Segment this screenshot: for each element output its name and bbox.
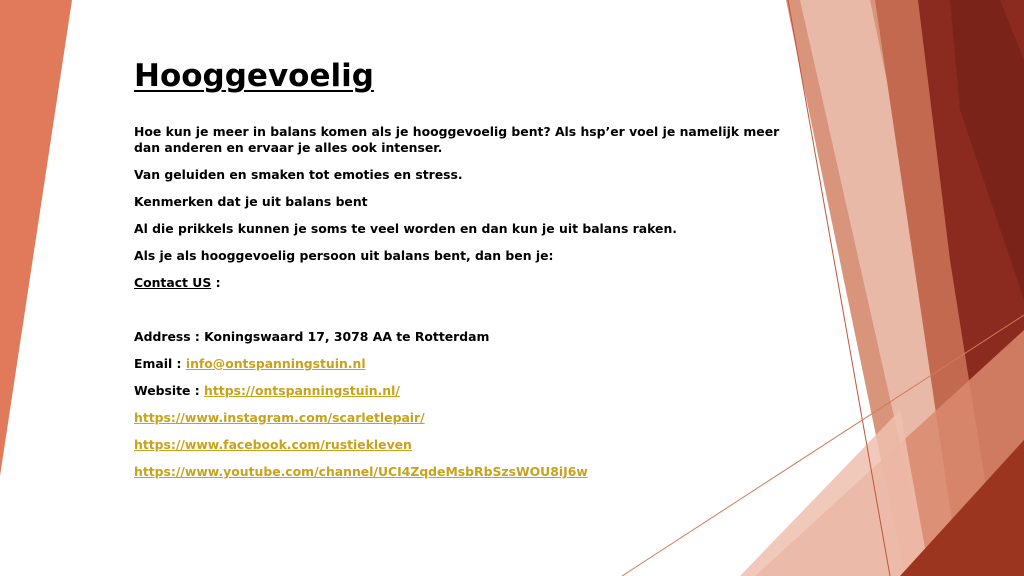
website-line [134, 383, 784, 399]
contact-line [134, 275, 784, 291]
paragraph-intro: Hoe kun je meer in balans komen als je hooggevoelig bent? Als hsp’er voel je namelijk meer dan anderen en ervaar je alles ook intenser. [134, 124, 780, 155]
contact-colon: : [211, 275, 221, 290]
website-label: Website : [134, 383, 205, 398]
slide-title: Hooggevoelig [134, 58, 374, 94]
address-line: Address : Koningswaard 17, 3078 AA te Rotterdam [134, 329, 490, 344]
contact-us-link[interactable]: Contact US [134, 275, 212, 290]
youtube-line [134, 464, 784, 480]
paragraph-sounds: Van geluiden en smaken tot emoties en stress. [134, 167, 463, 182]
instagram-link[interactable]: https://www.instagram.com/scarletlepair/ [134, 410, 425, 425]
email-label: Email : [134, 356, 186, 371]
facebook-link[interactable]: https://www.facebook.com/rustiekleven [134, 437, 412, 452]
slide-content [134, 56, 784, 491]
facebook-line [134, 437, 784, 453]
youtube-link[interactable]: https://www.youtube.com/channel/UCI4ZqdeMsbRbSzsWOU8iJ6w [134, 464, 588, 479]
email-link[interactable]: info@ontspanningstuin.nl [185, 356, 366, 371]
paragraph-symptoms-heading: Kenmerken dat je uit balans bent [134, 194, 368, 209]
left-stripe-shape [0, 0, 72, 476]
paragraph-stimuli: Al die prikkels kunnen je soms te veel worden en dan kun je uit balans raken. [134, 221, 677, 236]
spacer [134, 302, 784, 329]
email-line [134, 356, 784, 372]
website-link[interactable]: https://ontspanningstuin.nl/ [204, 383, 400, 398]
instagram-line [134, 410, 784, 426]
paragraph-if-unbalanced: Als je als hooggevoelig persoon uit balans bent, dan ben je: [134, 248, 554, 263]
